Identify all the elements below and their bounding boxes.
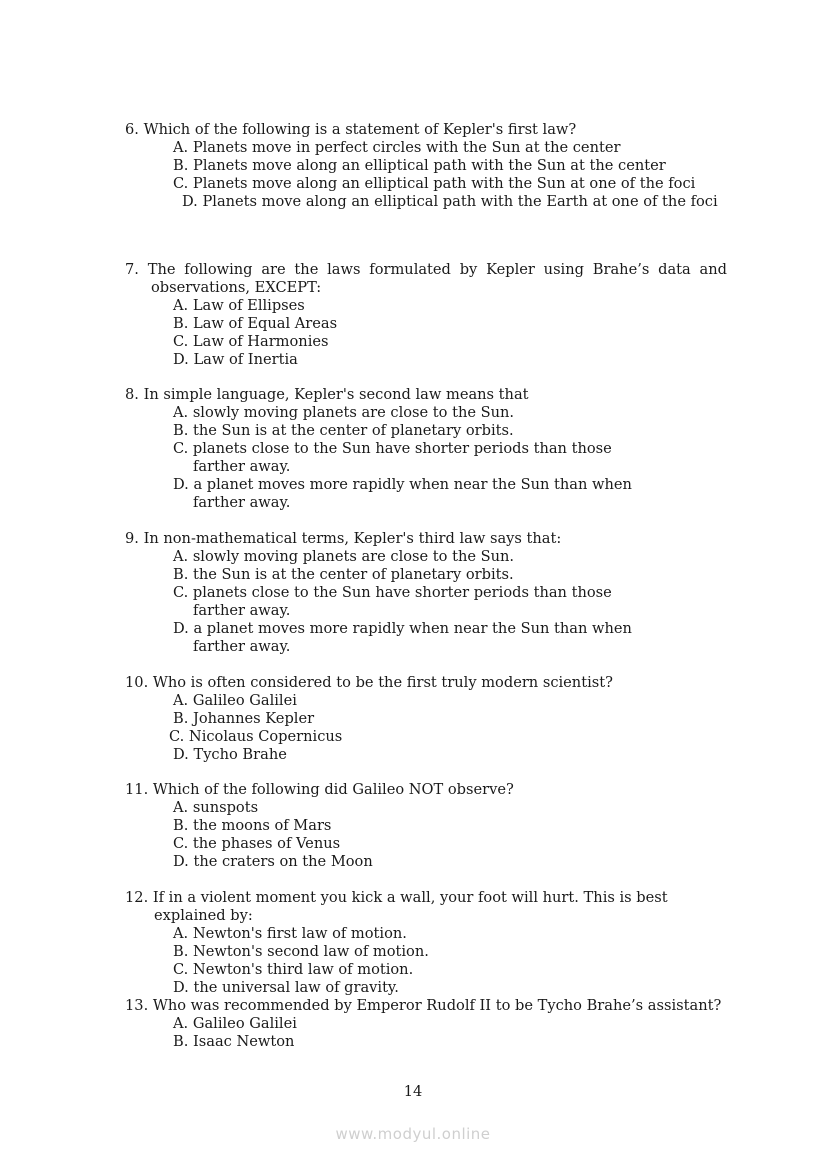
question-6 xyxy=(125,121,727,211)
option-c: C. Planets move along an elliptical path with the Sun at one of the foci xyxy=(173,175,696,192)
option-c: C. planets close to the Sun have shorter periods than those xyxy=(173,440,612,457)
option-c: C. planets close to the Sun have shorter periods than those xyxy=(173,584,612,601)
option-d: D. Tycho Brahe xyxy=(173,746,287,763)
question-stem: 10. Who is often considered to be the first truly modern scientist? xyxy=(125,674,613,691)
option-c-continuation: farther away. xyxy=(193,602,291,619)
option-b: B. the moons of Mars xyxy=(173,817,332,834)
option-a: A. Galileo Galilei xyxy=(173,692,297,709)
question-13 xyxy=(125,997,727,1051)
option-b: B. the Sun is at the center of planetary orbits. xyxy=(173,566,514,583)
question-stem: 8. In simple language, Kepler's second law means that xyxy=(125,386,529,403)
option-d: D. Law of Inertia xyxy=(173,351,298,368)
question-stem: 13. Who was recommended by Emperor Rudolf II to be Tycho Brahe’s assistant? xyxy=(125,997,722,1014)
option-d: D. the craters on the Moon xyxy=(173,853,373,870)
option-a: A. Law of Ellipses xyxy=(173,297,305,314)
option-a: A. Galileo Galilei xyxy=(173,1015,297,1032)
question-10 xyxy=(125,674,727,764)
question-stem: 6. Which of the following is a statement of Kepler's first law? xyxy=(125,121,577,138)
option-d: D. the universal law of gravity. xyxy=(173,979,399,996)
option-a: A. slowly moving planets are close to the Sun. xyxy=(173,548,515,565)
question-stem-continuation: explained by: xyxy=(154,907,253,924)
option-d: D. a planet moves more rapidly when near the Sun than when xyxy=(173,620,632,637)
question-9 xyxy=(125,530,727,656)
option-d-continuation: farther away. xyxy=(193,494,291,511)
option-b: B. Newton's second law of motion. xyxy=(173,943,429,960)
option-c: C. Law of Harmonies xyxy=(173,333,329,350)
question-7 xyxy=(125,261,727,369)
option-c: C. Newton's third law of motion. xyxy=(173,961,414,978)
option-a: A. slowly moving planets are close to the Sun. xyxy=(173,404,515,421)
question-stem: 12. If in a violent moment you kick a wall, your foot will hurt. This is best xyxy=(125,889,668,906)
option-b: B. Isaac Newton xyxy=(173,1033,295,1050)
page-number: 14 xyxy=(403,1083,423,1100)
option-b: B. Johannes Kepler xyxy=(173,710,315,727)
watermark: www.modyul.online xyxy=(335,1125,491,1143)
option-d-continuation: farther away. xyxy=(193,638,291,655)
option-c-continuation: farther away. xyxy=(193,458,291,475)
question-stem: 9. In non-mathematical terms, Kepler's third law says that: xyxy=(125,530,562,547)
option-a: A. Newton's first law of motion. xyxy=(173,925,407,942)
question-11 xyxy=(125,781,727,871)
option-b: B. the Sun is at the center of planetary orbits. xyxy=(173,422,514,439)
option-c: C. the phases of Venus xyxy=(173,835,341,852)
option-d: D. a planet moves more rapidly when near the Sun than when xyxy=(173,476,632,493)
question-12 xyxy=(125,889,727,997)
option-b: B. Planets move along an elliptical path with the Sun at the center xyxy=(173,157,666,174)
question-stem: 11. Which of the following did Galileo NOT observe? xyxy=(125,781,514,798)
option-a: A. sunspots xyxy=(173,799,259,816)
option-d: D. Planets move along an elliptical path with the Earth at one of the foci xyxy=(182,193,718,210)
question-stem: 7. The following are the laws formulated by Kepler using Brahe’s data and observations, EXCEPT: xyxy=(125,261,727,296)
option-b: B. Law of Equal Areas xyxy=(173,315,338,332)
option-a: A. Planets move in perfect circles with the Sun at the center xyxy=(173,139,621,156)
question-8 xyxy=(125,386,727,512)
option-c: C. Nicolaus Copernicus xyxy=(169,728,343,745)
